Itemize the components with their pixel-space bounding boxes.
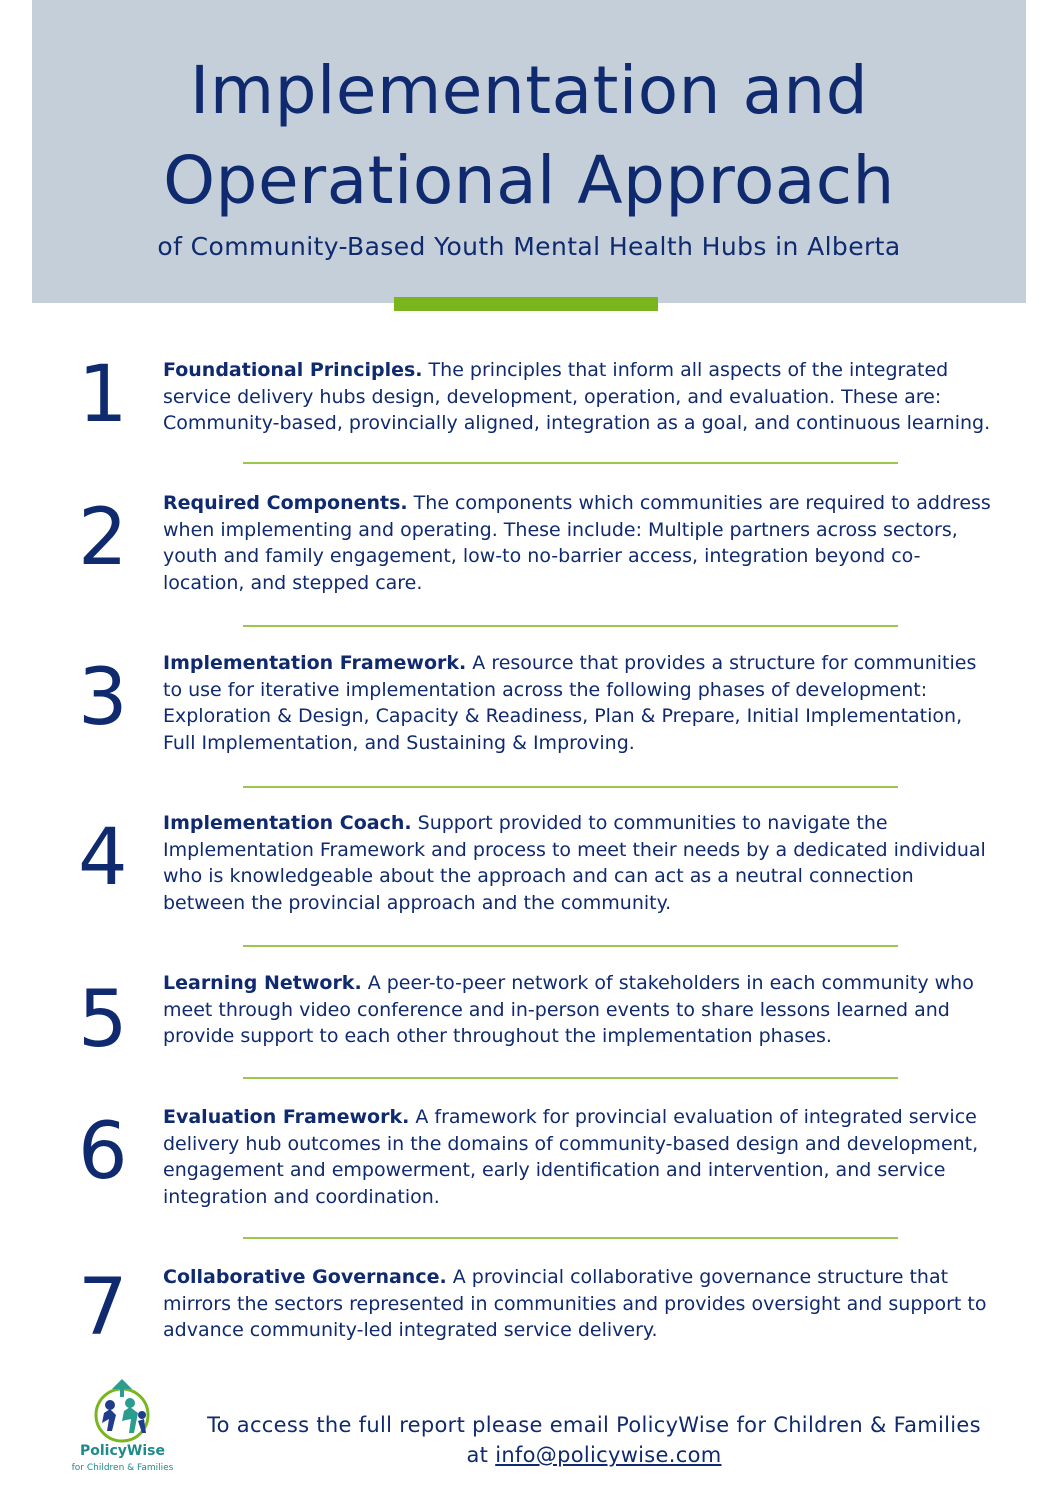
item-body: A peer-to-peer network of stakeholders in each community who meet through video conference and in-person events to share lessons learned and provide support to each other throughout the implementation phases. bbox=[163, 972, 974, 1048]
item-number: 6 bbox=[78, 1107, 128, 1197]
item-body: The components which communities are required to address when implementing and operating. These include: Multiple partners across sectors, youth and family engagement, low-to no-barrier access, integration beyond co-location, and stepped care. bbox=[163, 492, 991, 595]
item-number: 4 bbox=[78, 813, 128, 903]
footer-contact bbox=[190, 1410, 998, 1470]
page-title-line-1: Implementation and bbox=[189, 52, 869, 129]
page-title-line-2: Operational Approach bbox=[163, 142, 895, 219]
page-subtitle: of Community-Based Youth Mental Health Hubs in Alberta bbox=[157, 232, 901, 261]
item-heading: Collaborative Governance. bbox=[163, 1266, 447, 1288]
divider bbox=[243, 786, 898, 788]
item-number: 2 bbox=[78, 493, 128, 583]
logo-tagline: for Children & Families bbox=[71, 1463, 174, 1473]
item-text bbox=[163, 490, 993, 597]
divider bbox=[243, 1237, 898, 1239]
item-heading: Required Components. bbox=[163, 492, 408, 514]
item-number: 1 bbox=[78, 350, 128, 440]
header-banner bbox=[32, 0, 1026, 303]
email-link[interactable]: info@policywise.com bbox=[495, 1443, 722, 1467]
item-heading: Implementation Coach. bbox=[163, 812, 412, 834]
item-text bbox=[163, 1264, 993, 1344]
item-heading: Learning Network. bbox=[163, 972, 362, 994]
footer-line-2 bbox=[190, 1440, 998, 1470]
item-body: Support provided to communities to navigate the Implementation Framework and process to meet their needs by a dedicated individual who is knowledgeable about the approach and can act as a neutral connection between the provincial approach and the community. bbox=[163, 812, 986, 915]
item-text bbox=[163, 810, 993, 917]
divider bbox=[243, 625, 898, 627]
policywise-emblem-icon bbox=[60, 1375, 185, 1445]
divider bbox=[243, 1077, 898, 1079]
divider bbox=[243, 945, 898, 947]
item-heading: Implementation Framework. bbox=[163, 652, 467, 674]
item-text bbox=[163, 357, 993, 437]
footer-prefix: at bbox=[466, 1443, 496, 1467]
item-text bbox=[163, 650, 993, 757]
logo-name: PolicyWise bbox=[80, 1443, 165, 1459]
item-number: 5 bbox=[78, 975, 128, 1065]
accent-bar bbox=[394, 297, 658, 311]
policywise-logo bbox=[60, 1375, 185, 1487]
item-body: The principles that inform all aspects of the integrated service delivery hubs design, development, operation, and evaluation. These are: Community-based, provincially aligned, integration as a goal, and continuous learning. bbox=[163, 359, 991, 435]
item-body: A framework for provincial evaluation of integrated service delivery hub outcomes in the domains of community-based design and development, engagement and empowerment, early identification and intervention, and service integration and coordination. bbox=[163, 1106, 979, 1209]
item-heading: Evaluation Framework. bbox=[163, 1106, 410, 1128]
item-text bbox=[163, 970, 993, 1050]
footer-line-1: To access the full report please email PolicyWise for Children & Families bbox=[207, 1413, 981, 1437]
divider bbox=[243, 462, 898, 464]
item-body: A resource that provides a structure for communities to use for iterative implementation across the following phases of development: Exploration & Design, Capacity & Readiness, Plan & Prepare, Initial Implementation, Full Implementation, and Sustaining & Improving. bbox=[163, 652, 977, 755]
item-text bbox=[163, 1104, 993, 1211]
item-heading: Foundational Principles. bbox=[163, 359, 423, 381]
item-body: A provincial collaborative governance structure that mirrors the sectors represented in communities and provides oversight and support to advance community-led integrated service delivery. bbox=[163, 1266, 987, 1342]
item-number: 7 bbox=[78, 1263, 128, 1353]
item-number: 3 bbox=[78, 653, 128, 743]
